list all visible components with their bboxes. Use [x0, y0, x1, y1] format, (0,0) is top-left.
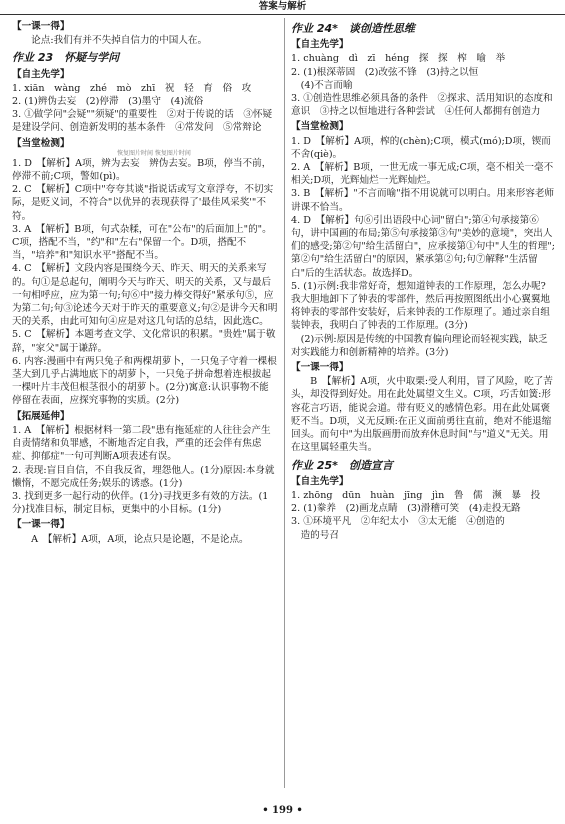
section-heading: 【自主先学】 — [291, 475, 349, 487]
answer-line: 3. A 【解析】B项，句式杂糅，可在"公布"的后面加上"的"。C项，搭配不当，"约"和"左右"保留一个。D项，搭配不当，"培养"和"知识水平"搭配不当。 — [12, 223, 272, 262]
section-heading: 【一课一得】 — [12, 519, 70, 531]
answer-line: 1. D 【解析】A项，榨的(chèn);C项，模式(mó);D项，锲而不舍(qiè)。 — [291, 135, 551, 160]
page-number: • 199 • — [262, 805, 303, 816]
answer-line: 1. xiān wàng zhé mò zhī 祝 轻 育 俗 攻 — [12, 82, 252, 94]
answer-line: 2. 表现:盲目自信，不自我反省，埋怨他人。(1分)原因:本身就懒惰，不愿完成任务;娱乐的诱惑。(1分) — [12, 464, 275, 489]
assignment-title: 作业 24* 谈创造性思维 — [291, 22, 415, 35]
section-heading: 【当堂检测】 — [291, 121, 349, 133]
answer-line: (4)不言而喻 — [291, 79, 353, 91]
answer-line: 2. C 【解析】C项中"夸夸其谈"指说话或写文章浮夸，不切实际，是贬义词，不符合"以优异的表现获得了'最佳风采奖'"不符。 — [12, 184, 274, 222]
section-heading: 【当堂检测】 — [12, 137, 70, 149]
answer-line: 2. A 【解析】B项，一世无成一事无成;C项，毫不相关一毫不相关;D项，光辉灿烂一光辉灿烂。 — [291, 162, 554, 187]
assignment-title: 作业 23 怀疑与学问 — [12, 51, 120, 65]
answer-line: 1. D 【解析】A项，辨为去妄 辨伪去妄。B项，停当不前，停滞不前;C项，警如(pì)。 — [12, 157, 272, 183]
answer-line: 6. 内容:漫画中有两只兔子和两棵胡萝卜，一只兔子守着一棵根茎大到几乎占满地底下的胡萝卜，一只兔子拼命想着连根拔起一棵叶片丰茂但根茎很小的胡萝卜。(2分)寓意:认识事物不能停留在表面，应探究事物的实质。(2分) — [12, 355, 277, 407]
left-column — [12, 18, 278, 788]
answer-line: 4. C 【解析】文段内容是围绕今天、昨天、明天的关系来写的。句①是总起句，阐明今天与昨天、明天的关系，又与最后一句相呼应，应为第一句;句⑥中"接力棒交得好"紧承句⑤，应为第二句;句③论述今天对于昨天的重要意义;句②是讲今天和明天的关系，由此可知句④应是对这几句话的总结，因此选C。 — [12, 263, 278, 328]
stamp-text: 恢复图片时间 恢复图片时间 — [117, 149, 191, 157]
answer-line: 2. (1)根深蒂固 (2)改弦不锋 (3)持之以恒 — [291, 66, 479, 78]
answer-line: 3. ①创造性思维必须具备的条件 ②探求、活用知识的态度和意识 ③持之以恒地进行各种尝试 ④任何人都拥有创造力 — [291, 93, 553, 118]
answer-line: 造的号召 — [291, 529, 339, 541]
right-column — [291, 18, 555, 788]
section-heading: 【一课一得】 — [291, 362, 349, 374]
answer-line: 1. zhōng dūn huàn jīng jìn 鲁 儒 濒 暴 投 — [291, 489, 541, 501]
running-header: 答案与解析 — [0, 0, 565, 15]
answer-line: B 【解析】A项，火中取栗:受人利用，冒了风险，吃了苦头，却没得到好处。用在此处属望文生义。C项，巧舌如簧:形容花言巧语，能说会道。带有贬义的感情色彩。用在此处属褒贬不当。D项，义无反顾:在正义面前勇往直前，绝对不能退缩回头。而句中"为出版画册而放弃休息时间"与"道义"无关。用在这里属轻重失当。 — [291, 376, 553, 454]
answer-line: 1. chuàng dì zī héng 探 探 榨 喻 举 — [291, 53, 506, 65]
answer-line: 论点:我们有并不失掉自信力的中国人在。 — [12, 35, 208, 47]
answer-line: 2. (1)豢养 (2)画龙点睛 (3)滑稽可笑 (4)走投无路 — [291, 503, 521, 515]
answer-line: 1. A 【解析】根据材料一第二段"患有拖延症的人往往会产生自责情绪和负罪感，不断地否定自我，严重的还会伴有焦虑症、抑郁症"一句可判断A项表述有误。 — [12, 424, 271, 463]
section-heading: 【自主先学】 — [12, 68, 70, 80]
section-heading: 【拓展延伸】 — [12, 410, 70, 422]
answer-line: (2)示例:原因是传统的中国教育偏向理论而轻视实践，缺乏对实践能力和创新精神的培养。(3分) — [291, 333, 548, 358]
answer-line: 5. (1)示例:我非常好奇，想知道钟表的工作原理，怎么办呢?我大胆地卸下了钟表的零部件，然后再按照图纸出小心翼翼地将钟表的零部件安装好，后来钟表的工作原理了。通过亲自组装钟表，我明白了钟表的工作原理。(3分) — [291, 280, 551, 332]
section-heading: 【自主先学】 — [291, 39, 349, 51]
answer-line: 3. 找到更多一起行动的伙伴。(1分)寻找更多有效的方法。(1分)找准目标，制定目标，更集中的小目标。(1分) — [12, 490, 269, 516]
answer-line: 3. ①环境平凡 ②年纪太小 ③太无能 ④创造的 — [291, 516, 505, 528]
answer-line: 2. (1)辨伪去妄 (2)停滞 (3)墨守 (4)流俗 — [12, 96, 204, 108]
column-divider — [284, 18, 285, 788]
answer-line: 3. B 【解析】"不言而喻"指不用说就可以明白。用来形容老师讲课不恰当。 — [291, 188, 555, 213]
assignment-title: 作业 25* 创造宣言 — [291, 458, 393, 472]
answer-line: A 【解析】A项，A项，论点只是论题，不是论点。 — [12, 533, 249, 545]
answer-line: 5. C 【解析】本题考查文学、文化常识的积累。"贵姓"属于敬辞，"家父"属于谦辞。 — [12, 329, 276, 354]
section-heading: 【一课一得】 — [12, 21, 70, 32]
answer-line: 3. ①做学问"会疑""须疑"的重要性 ②对于传说的话 ③怀疑是建设学问、创造新发明的基本条件 ④常发问 ⑤常辩论 — [12, 109, 273, 134]
answer-line: 4. D 【解析】句⑥引出语段中心词"留白";第④句承接第⑥句，讲中国画的布局;第⑤句承接第③句"美妙的意境"，突出人们的感受;第②句"给生活留白"，应承接第①句中"人生的哲理";第②句"给生活留白"的原因，紧承第②句;句⑦解释"生活留白"后的生活状态。故选择D。 — [291, 214, 555, 279]
